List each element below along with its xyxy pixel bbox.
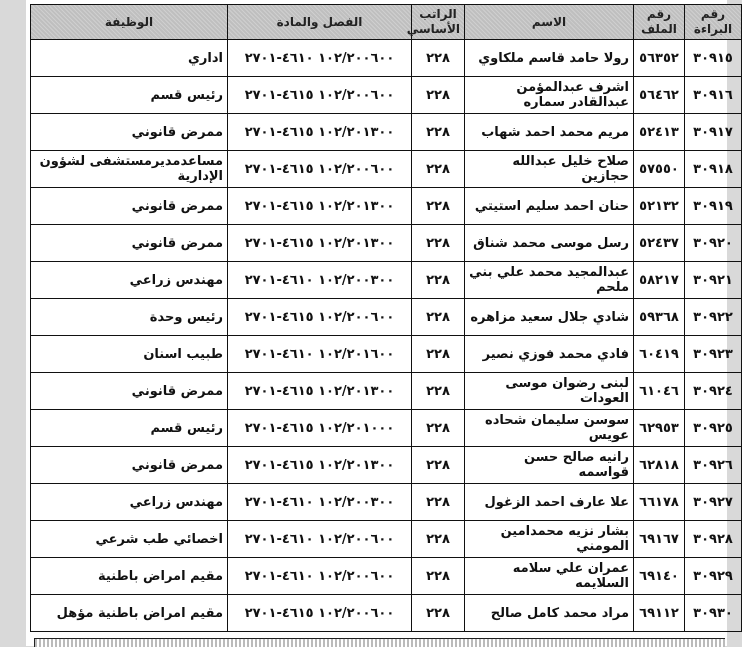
cell-file: ٥٦٤٦٢ [634, 77, 685, 114]
cell-file: ٥٢٤٣٧ [634, 225, 685, 262]
cell-salary: ٢٢٨ [412, 77, 465, 114]
cell-name: عبدالمجيد محمد علي بني ملحم [465, 262, 634, 299]
cell-file: ٦٩١٦٧ [634, 521, 685, 558]
cell-salary: ٢٢٨ [412, 521, 465, 558]
cell-seq: ٣٠٩١٩ [685, 188, 742, 225]
cell-job: مساعدمديرمستشفى لشؤون الإدارية [31, 151, 228, 188]
cell-file: ٥٨٢١٧ [634, 262, 685, 299]
cell-job: ممرض قانوني [31, 114, 228, 151]
cell-job: ممرض قانوني [31, 225, 228, 262]
cell-file: ٦٩١٤٠ [634, 558, 685, 595]
cell-seq: ٣٠٩١٦ [685, 77, 742, 114]
cell-job: ممرض قانوني [31, 447, 228, 484]
cell-seq: ٣٠٩١٥ [685, 40, 742, 77]
table-row [31, 40, 742, 77]
table-row [31, 225, 742, 262]
cell-name: صلاح خليل عبدالله حجازين [465, 151, 634, 188]
table-row [31, 114, 742, 151]
cell-seq: ٣٠٩٢٤ [685, 373, 742, 410]
cell-salary: ٢٢٨ [412, 262, 465, 299]
cell-classification: ١٠٢/٢٠٠٦٠٠ ٤٦١٥-٢٧٠١ [228, 595, 412, 632]
cell-classification: ١٠٢/٢٠١٣٠٠ ٤٦١٥-٢٧٠١ [228, 447, 412, 484]
cell-classification: ١٠٢/٢٠٠٦٠٠ ٤٦١٥-٢٧٠١ [228, 151, 412, 188]
header-salary: الراتب الأساسي [412, 5, 465, 40]
cell-job: رئيس قسم [31, 77, 228, 114]
cell-salary: ٢٢٨ [412, 447, 465, 484]
cell-job: مهندس زراعي [31, 262, 228, 299]
cell-job: مهندس زراعي [31, 484, 228, 521]
cell-salary: ٢٢٨ [412, 225, 465, 262]
cell-file: ٥٦٣٥٢ [634, 40, 685, 77]
cell-file: ٥٢٤١٣ [634, 114, 685, 151]
cell-seq: ٣٠٩٢٥ [685, 410, 742, 447]
cell-file: ٥٧٥٥٠ [634, 151, 685, 188]
table-row [31, 558, 742, 595]
cell-classification: ١٠٢/٢٠١٣٠٠ ٤٦١٥-٢٧٠١ [228, 373, 412, 410]
cell-file: ٦١٠٤٦ [634, 373, 685, 410]
cell-classification: ١٠٢/٢٠٠٦٠٠ ٤٦١٠-٢٧٠١ [228, 558, 412, 595]
cell-salary: ٢٢٨ [412, 410, 465, 447]
cell-classification: ١٠٢/٢٠٠٣٠٠ ٤٦١٠-٢٧٠١ [228, 262, 412, 299]
table-row [31, 151, 742, 188]
cell-salary: ٢٢٨ [412, 299, 465, 336]
header-classification: الفصل والمادة [228, 5, 412, 40]
document-page [26, 0, 733, 646]
cell-file: ٥٢١٣٢ [634, 188, 685, 225]
cell-salary: ٢٢٨ [412, 40, 465, 77]
cell-classification: ١٠٢/٢٠١٦٠٠ ٤٦١٠-٢٧٠١ [228, 336, 412, 373]
cell-name: اشرف عبدالمؤمن عبدالقادر سماره [465, 77, 634, 114]
header-job: الوظيفة [31, 5, 228, 40]
cell-classification: ١٠٢/٢٠٠٦٠٠ ٤٦١٠-٢٧٠١ [228, 40, 412, 77]
cell-seq: ٣٠٩٢٢ [685, 299, 742, 336]
table-row [31, 484, 742, 521]
cell-seq: ٣٠٩٢٧ [685, 484, 742, 521]
cell-salary: ٢٢٨ [412, 373, 465, 410]
table-row [31, 595, 742, 632]
cell-job: مقيم امراض باطنية مؤهل [31, 595, 228, 632]
cell-classification: ١٠٢/٢٠١٠٠٠ ٤٦١٥-٢٧٠١ [228, 410, 412, 447]
cell-job: اخصائي طب شرعي [31, 521, 228, 558]
cell-name: مراد محمد كامل صالح [465, 595, 634, 632]
cell-name: مريم محمد احمد شهاب [465, 114, 634, 151]
table-row [31, 77, 742, 114]
cell-name: رولا حامد قاسم ملكاوي [465, 40, 634, 77]
table-row [31, 447, 742, 484]
cell-job: ممرض قانوني [31, 188, 228, 225]
cell-salary: ٢٢٨ [412, 151, 465, 188]
table-row [31, 262, 742, 299]
cell-seq: ٣٠٩٢٩ [685, 558, 742, 595]
cell-salary: ٢٢٨ [412, 188, 465, 225]
cell-file: ٦٩١١٢ [634, 595, 685, 632]
cell-seq: ٣٠٩٢٠ [685, 225, 742, 262]
cell-seq: ٣٠٩١٧ [685, 114, 742, 151]
cell-file: ٦٢٨١٨ [634, 447, 685, 484]
cell-seq: ٣٠٩٢١ [685, 262, 742, 299]
cell-file: ٥٩٣٦٨ [634, 299, 685, 336]
cell-name: حنان احمد سليم استيتي [465, 188, 634, 225]
cell-file: ٦٠٤١٩ [634, 336, 685, 373]
table-row [31, 188, 742, 225]
cell-salary: ٢٢٨ [412, 595, 465, 632]
cell-file: ٦٦١٧٨ [634, 484, 685, 521]
cell-seq: ٣٠٩٢٨ [685, 521, 742, 558]
cell-classification: ١٠٢/٢٠٠٦٠٠ ٤٦١٥-٢٧٠١ [228, 77, 412, 114]
cell-salary: ٢٢٨ [412, 558, 465, 595]
cell-name: سوسن سليمان شحاده عويس [465, 410, 634, 447]
header-name: الاسم [465, 5, 634, 40]
cell-job: رئيس وحدة [31, 299, 228, 336]
cell-name: شادي جلال سعيد مزاهره [465, 299, 634, 336]
cell-name: رسل موسى محمد شناق [465, 225, 634, 262]
cell-salary: ٢٢٨ [412, 114, 465, 151]
table-row [31, 410, 742, 447]
cell-name: لبنى رضوان موسى العودات [465, 373, 634, 410]
cell-salary: ٢٢٨ [412, 336, 465, 373]
header-seq: رقم البراءة [685, 5, 742, 40]
cell-file: ٦٢٩٥٣ [634, 410, 685, 447]
cell-job: طبيب اسنان [31, 336, 228, 373]
cell-name: بشار نزيه محمدامين المومني [465, 521, 634, 558]
cell-seq: ٣٠٩٢٣ [685, 336, 742, 373]
cell-classification: ١٠٢/٢٠٠٦٠٠ ٤٦١٠-٢٧٠١ [228, 521, 412, 558]
table-row [31, 336, 742, 373]
table-header-row [31, 5, 742, 40]
cell-name: رانيه صالح حسن قواسمه [465, 447, 634, 484]
cell-job: اداري [31, 40, 228, 77]
cell-classification: ١٠٢/٢٠٠٦٠٠ ٤٦١٥-٢٧٠١ [228, 299, 412, 336]
header-file: رقم الملف [634, 5, 685, 40]
cell-classification: ١٠٢/٢٠١٣٠٠ ٤٦١٥-٢٧٠١ [228, 188, 412, 225]
cell-salary: ٢٢٨ [412, 484, 465, 521]
cell-seq: ٣٠٩٢٦ [685, 447, 742, 484]
cell-seq: ٣٠٩١٨ [685, 151, 742, 188]
table-row [31, 373, 742, 410]
cell-seq: ٣٠٩٣٠ [685, 595, 742, 632]
cell-classification: ١٠٢/٢٠١٣٠٠ ٤٦١٥-٢٧٠١ [228, 114, 412, 151]
cell-classification: ١٠٢/٢٠٠٣٠٠ ٤٦١٠-٢٧٠١ [228, 484, 412, 521]
cell-job: مقيم امراض باطنية [31, 558, 228, 595]
cell-name: فادي محمد فوزي نصير [465, 336, 634, 373]
table-row [31, 299, 742, 336]
page-bottom-strip [34, 638, 725, 647]
cell-classification: ١٠٢/٢٠١٣٠٠ ٤٦١٥-٢٧٠١ [228, 225, 412, 262]
employee-table [30, 4, 742, 632]
cell-job: رئيس قسم [31, 410, 228, 447]
table-row [31, 521, 742, 558]
cell-name: علا عارف احمد الزغول [465, 484, 634, 521]
cell-job: ممرض قانوني [31, 373, 228, 410]
cell-name: عمران علي سلامه السلايمه [465, 558, 634, 595]
